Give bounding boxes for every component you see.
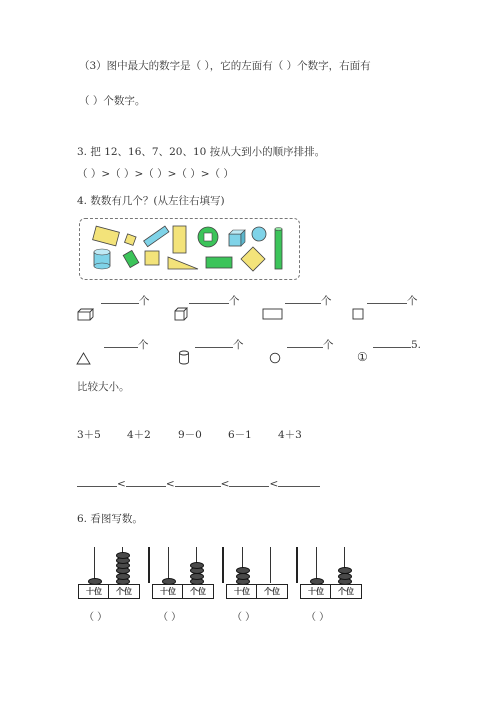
abacus-answer[interactable]: （ ） bbox=[306, 612, 330, 623]
ones-label: 个位 bbox=[330, 584, 362, 599]
sphere-icon: ① bbox=[357, 350, 368, 364]
q4-row1-blank-1[interactable]: 个 bbox=[101, 296, 150, 307]
abacus bbox=[152, 545, 220, 635]
abacus-frame bbox=[296, 547, 298, 583]
abacus bbox=[300, 545, 368, 635]
q4-row2-blank-2[interactable]: 个 bbox=[195, 340, 244, 351]
q5-title: 比较大小。 bbox=[77, 381, 130, 393]
expr-5: 4＋3 bbox=[278, 429, 302, 441]
expr-2: 4＋2 bbox=[127, 429, 151, 441]
abacus-frame bbox=[148, 547, 150, 583]
abacus-frame bbox=[222, 547, 224, 583]
q3-answer-line[interactable]: （ ）>（ ）>（ ）>（ ）>（ ） bbox=[77, 168, 234, 180]
q3-part-line1: （3）图中最大的数字是（ ），它的左面有（ ）个数字，右面有 bbox=[79, 60, 371, 72]
q4-row2-blank-4[interactable]: 5. bbox=[373, 340, 421, 351]
abacus bbox=[78, 545, 146, 635]
q3-part-line2: （ ）个数字。 bbox=[79, 95, 146, 107]
q6-title: 6. 看图写数。 bbox=[77, 513, 143, 525]
abacus-answer[interactable]: （ ） bbox=[158, 612, 182, 623]
tens-label: 十位 bbox=[78, 584, 110, 599]
ones-label: 个位 bbox=[182, 584, 214, 599]
q4-row1-blank-4[interactable]: 个 bbox=[367, 296, 418, 307]
abacus-answer[interactable]: （ ） bbox=[232, 612, 256, 623]
ones-bead bbox=[116, 552, 130, 559]
q4-row2-blank-3[interactable]: 个 bbox=[287, 340, 334, 351]
q4-row1-blank-3[interactable]: 个 bbox=[285, 296, 332, 307]
q4-row1-blank-2[interactable]: 个 bbox=[189, 296, 240, 307]
abacus-answer[interactable]: （ ） bbox=[84, 612, 108, 623]
abacus bbox=[226, 545, 294, 635]
expr-3: 9－0 bbox=[178, 429, 202, 441]
order-line[interactable]: < < < < bbox=[77, 479, 320, 490]
expr-4: 6－1 bbox=[228, 429, 252, 441]
ones-label: 个位 bbox=[256, 584, 288, 599]
tens-label: 十位 bbox=[152, 584, 184, 599]
tens-label: 十位 bbox=[300, 584, 332, 599]
q4-row2-blank-1[interactable]: 个 bbox=[104, 340, 149, 351]
q3-text: 3. 把 12、16、7、20、10 按从大到小的顺序排排。 bbox=[77, 146, 326, 158]
expr-1: 3＋5 bbox=[77, 429, 101, 441]
q4-title: 4. 数数有几个？(从左往右填写) bbox=[77, 195, 225, 207]
tens-label: 十位 bbox=[226, 584, 258, 599]
ones-label: 个位 bbox=[108, 584, 140, 599]
ones-rod bbox=[270, 547, 271, 583]
